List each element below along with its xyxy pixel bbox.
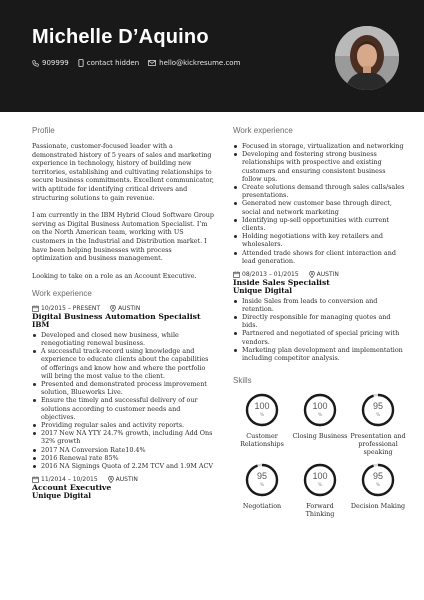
- profile-paragraph: I am currently in the IBM Hybrid Cloud Software Group serving as Digital Business Automation Specialist. I’m on the North American team, working with US customers in the Industrial and Distribution market. I have been helping businesses with process optimization and business management.: [32, 211, 214, 263]
- bullet-item: Directly responsible for managing quotes and bids.: [233, 313, 405, 329]
- skills-heading: Skills: [233, 376, 252, 386]
- skill-percent: %: [259, 483, 265, 489]
- portrait-image: [335, 26, 399, 90]
- job-entry: [32, 305, 214, 470]
- skill-item: [291, 462, 349, 518]
- skill-name: Closing Business: [292, 432, 348, 441]
- bullet-item: Inside Sales from leads to conversion and retention.: [233, 297, 405, 313]
- bullet-item: Developing and fostering strong business relationships with prospective and existing customers and ensuring consistent business follow ups.: [233, 150, 405, 183]
- bullet-item: Generated new customer base through direct, social and network marketing: [233, 199, 405, 215]
- skill-percent: %: [375, 483, 381, 489]
- job-bullets: [32, 331, 214, 470]
- skill-item: [349, 462, 407, 518]
- job-location: AUSTIN: [118, 305, 141, 313]
- job-meta: [32, 305, 214, 312]
- profile-paragraph: Looking to take on a role as an Account Executive.: [32, 271, 197, 280]
- bullet-item: 2017 NA Conversion Rate10.4%: [32, 446, 214, 454]
- location-pin-icon: [108, 476, 114, 483]
- bullet-item: Focused in storage, virtualization and networking: [233, 142, 405, 150]
- phone-text: 909999: [42, 59, 69, 67]
- skill-value: 95: [372, 401, 383, 412]
- skill-ring: [302, 392, 338, 428]
- skill-name: Presentation and professional speaking: [350, 432, 406, 457]
- skill-percent: %: [375, 413, 381, 419]
- bullet-item: 2017 New NA YTY 24.7% growth, including Add Ons 32% growth: [32, 429, 214, 445]
- job-location: AUSTIN: [316, 271, 339, 279]
- skill-ring: [360, 462, 396, 498]
- skill-item: [349, 392, 407, 456]
- skill-name: Decision Making: [350, 502, 406, 511]
- job-entry: [32, 476, 214, 501]
- job-company: IBM: [32, 320, 50, 330]
- skill-name: Forward Thinking: [305, 502, 335, 519]
- bullet-item: Partnered and negotiated of special pricing with vendors.: [233, 329, 405, 345]
- skill-value: 100: [312, 471, 328, 482]
- phone-icon: [32, 60, 39, 67]
- left-column: [32, 126, 214, 502]
- job-bullets: [233, 297, 405, 363]
- bullet-item: 2016 Renewal rate 85%: [32, 454, 214, 462]
- bullet-item: Create solutions demand through sales calls/sales presentations.: [233, 183, 405, 199]
- job-dates: 08/2013 – 01/2015: [242, 271, 299, 279]
- skill-ring: [244, 462, 280, 498]
- contact-item[interactable]: [78, 59, 139, 67]
- calendar-icon: [32, 476, 39, 483]
- job-company: Unique Digital: [32, 491, 91, 501]
- location-pin-icon: [309, 271, 315, 278]
- bullet-item: 2016 NA Signings Quota of 2.2M TCV and 1.9M ACV: [32, 462, 214, 470]
- skill-value: 100: [254, 401, 270, 412]
- phone-item[interactable]: [32, 59, 69, 67]
- header-banner: [0, 0, 424, 112]
- job-title: Account Executive: [32, 483, 112, 493]
- bullet-item: Providing regular sales and activity reports.: [32, 421, 214, 429]
- email-item[interactable]: [148, 59, 240, 67]
- email-icon: [148, 60, 156, 66]
- candidate-name: Michelle D’Aquino: [32, 26, 209, 48]
- bullet-item: Presented and demonstrated process improvement solution, Blueworks Live.: [32, 380, 214, 396]
- skill-name: Customer Relationships: [240, 432, 284, 449]
- bullet-item: Ensure the timely and successful delivery of our solutions according to customer needs and objectives.: [32, 396, 214, 421]
- bullet-item: Holding negotiations with key retailers and wholesalers.: [233, 232, 405, 248]
- skill-percent: %: [259, 413, 265, 419]
- job-title: Inside Sales Specialist: [233, 278, 330, 288]
- job-title: Digital Business Automation Specialist: [32, 312, 201, 322]
- skills-grid: [233, 392, 405, 518]
- bullet-item: Identifying up-sell opportunities with current clients.: [233, 216, 405, 232]
- skill-item: [291, 392, 349, 456]
- job-location: AUSTIN: [115, 476, 138, 484]
- job-entry: [233, 271, 405, 362]
- skill-ring: [360, 392, 396, 428]
- skill-ring: [244, 392, 280, 428]
- skill-value: 95: [256, 471, 267, 482]
- skill-name: Negotiation: [242, 502, 282, 511]
- skill-item: [233, 462, 291, 518]
- skill-value: 100: [312, 401, 328, 412]
- profile-paragraph: Passionate, customer-focused leader with a demonstrated history of 5 years of sales and marketing experience in technology, history of building new territories, establishing and cultivating relationships to secure business commitments. Excellent communicator, with aptitude for identifying critical drivers and structuring solutions to gain revenue.: [32, 142, 214, 202]
- bullet-item: Developed and closed new business, while renegotiating renewal business.: [32, 331, 214, 347]
- job-dates: 10/2015 – PRESENT: [41, 305, 101, 313]
- job-dates: 11/2014 – 10/2015: [41, 476, 98, 484]
- bullet-item: A successful track-record using knowledge and experience to educate clients about the capabilities of offerings and know how and where the portfolio will bring the most value to the client.: [32, 347, 214, 380]
- mobile-icon: [78, 59, 84, 67]
- contact-text: contact hidden: [86, 59, 140, 67]
- contact-bar: [32, 59, 249, 67]
- email-text: hello@kickresume.com: [159, 59, 241, 67]
- profile-heading: Profile: [32, 126, 55, 135]
- calendar-icon: [233, 271, 240, 278]
- skill-ring: [302, 462, 338, 498]
- profile-photo: [335, 26, 399, 90]
- skill-item: [233, 392, 291, 456]
- right-column: [233, 126, 405, 518]
- skill-percent: %: [317, 483, 323, 489]
- bullet-item: Marketing plan development and implementation including competitor analysis.: [233, 346, 405, 362]
- job-bullets-continued: [233, 142, 405, 265]
- calendar-icon: [32, 305, 39, 312]
- work-experience-heading: Work experience: [32, 289, 92, 299]
- job-company: Unique Digital: [233, 286, 292, 296]
- skill-percent: %: [317, 413, 323, 419]
- job-meta: [32, 476, 214, 483]
- work-experience-heading: Work experience: [233, 126, 293, 135]
- job-meta: [233, 271, 405, 278]
- bullet-item: Attended trade shows for client interaction and lead generation.: [233, 249, 405, 265]
- location-pin-icon: [110, 305, 116, 312]
- skill-value: 95: [372, 471, 383, 482]
